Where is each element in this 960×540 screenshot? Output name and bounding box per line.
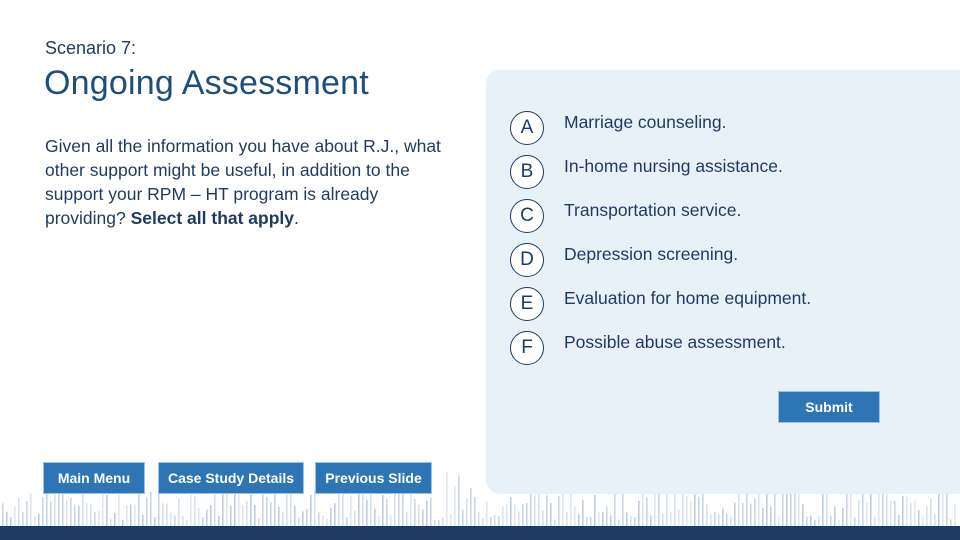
equalizer-bar	[114, 513, 116, 526]
equalizer-bar	[786, 493, 788, 526]
option-label-c[interactable]: Transportation service.	[564, 199, 742, 220]
equalizer-bar	[166, 503, 168, 526]
equalizer-bar	[326, 519, 328, 526]
equalizer-bar	[566, 512, 568, 526]
equalizer-bar	[398, 491, 400, 526]
equalizer-bar	[210, 505, 212, 526]
equalizer-bar	[778, 517, 780, 526]
equalizer-bar	[754, 498, 756, 526]
equalizer-bar	[714, 512, 716, 526]
equalizer-bar	[538, 494, 540, 526]
equalizer-bar	[794, 493, 796, 526]
equalizer-bar	[314, 489, 316, 526]
equalizer-bar	[546, 495, 548, 526]
equalizer-bar	[490, 517, 492, 526]
equalizer-bar	[150, 492, 152, 526]
equalizer-bar	[42, 497, 44, 526]
equalizer-bar	[478, 512, 480, 526]
equalizer-bar	[290, 492, 292, 526]
option-f[interactable]	[510, 330, 786, 366]
equalizer-bar	[286, 489, 288, 526]
equalizer-bar	[926, 506, 928, 526]
equalizer-bar	[518, 511, 520, 526]
equalizer-bar	[574, 506, 576, 526]
equalizer-bar	[90, 505, 92, 526]
equalizer-bar	[358, 490, 360, 526]
equalizer-bar	[242, 505, 244, 526]
equalizer-bar	[634, 517, 636, 526]
equalizer-bar	[874, 517, 876, 526]
question-body: Given all the information you have about R.J., what other support might be useful, in addition to the support your RPM – HT program is already providing?	[45, 136, 441, 228]
equalizer-bar	[526, 503, 528, 526]
equalizer-bar	[762, 508, 764, 526]
equalizer-bar	[918, 510, 920, 526]
equalizer-bar	[190, 495, 192, 526]
equalizer-bar	[162, 503, 164, 526]
equalizer-bar	[386, 499, 388, 526]
equalizer-bar	[706, 504, 708, 526]
equalizer-bar	[742, 503, 744, 526]
equalizer-bar	[154, 517, 156, 526]
equalizer-bar	[266, 497, 268, 526]
equalizer-bar	[854, 518, 856, 526]
equalizer-bar	[110, 519, 112, 526]
equalizer-bar	[582, 500, 584, 526]
equalizer-bar	[498, 516, 500, 526]
equalizer-bar	[466, 499, 468, 526]
equalizer-bar	[934, 514, 936, 526]
equalizer-bar	[206, 510, 208, 526]
equalizer-bar	[514, 504, 516, 526]
equalizer-bar	[246, 501, 248, 526]
submit-button[interactable]: Submit	[778, 391, 880, 423]
option-label-a[interactable]: Marriage counseling.	[564, 111, 727, 132]
equalizer-bar	[170, 512, 172, 526]
equalizer-bar	[70, 498, 72, 526]
equalizer-bar	[846, 490, 848, 526]
equalizer-bar	[422, 509, 424, 526]
equalizer-bar	[2, 503, 4, 526]
equalizer-bar	[278, 507, 280, 526]
equalizer-bar	[374, 509, 376, 526]
equalizer-bar	[30, 493, 32, 526]
equalizer-bar	[86, 503, 88, 526]
option-label-f[interactable]: Possible abuse assessment.	[564, 331, 786, 352]
equalizer-bar	[662, 514, 664, 526]
equalizer-bar	[318, 512, 320, 526]
equalizer-bar	[914, 501, 916, 526]
equalizer-bar	[390, 515, 392, 526]
option-letter-e[interactable]: E	[510, 287, 544, 321]
equalizer-bar	[802, 504, 804, 526]
equalizer-bar	[106, 495, 108, 526]
equalizer-bar	[138, 490, 140, 526]
equalizer-bar	[402, 490, 404, 526]
equalizer-bar	[474, 497, 476, 526]
equalizer-bar	[66, 499, 68, 526]
equalizer-bar	[426, 501, 428, 526]
equalizer-bar	[146, 498, 148, 526]
equalizer-bar	[726, 514, 728, 526]
equalizer-bar	[350, 495, 352, 526]
equalizer-bar	[354, 511, 356, 526]
equalizer-bar	[486, 502, 488, 526]
equalizer-bar	[598, 512, 600, 526]
equalizer-bar	[494, 515, 496, 526]
equalizer-bar	[694, 494, 696, 526]
option-c[interactable]	[510, 198, 741, 234]
equalizer-bar	[930, 499, 932, 526]
equalizer-bar	[834, 506, 836, 526]
equalizer-bar	[542, 510, 544, 526]
equalizer-bar	[678, 509, 680, 526]
equalizer-bar	[470, 488, 472, 526]
equalizer-bar	[178, 499, 180, 526]
equalizer-bar	[510, 497, 512, 526]
equalizer-bar	[258, 518, 260, 526]
equalizer-bar	[826, 494, 828, 526]
equalizer-bar	[458, 476, 460, 526]
equalizer-bar	[558, 496, 560, 526]
equalizer-bar	[878, 488, 880, 526]
equalizer-bar	[698, 497, 700, 526]
option-letter-d[interactable]: D	[510, 243, 544, 277]
equalizer-bar	[450, 514, 452, 526]
equalizer-bar	[522, 504, 524, 526]
equalizer-bar	[890, 500, 892, 526]
option-d[interactable]	[510, 242, 738, 278]
equalizer-bar	[38, 514, 40, 526]
equalizer-bar	[650, 516, 652, 526]
equalizer-bar	[18, 498, 20, 526]
equalizer-bar	[254, 505, 256, 526]
equalizer-bar	[798, 491, 800, 526]
equalizer-bar	[366, 500, 368, 526]
option-a[interactable]	[510, 110, 726, 146]
equalizer-bar	[306, 509, 308, 526]
equalizer-bar	[418, 504, 420, 526]
equalizer-bar	[770, 507, 772, 526]
equalizer-bar	[818, 516, 820, 526]
equalizer-bar	[570, 489, 572, 526]
equalizer-bar	[202, 517, 204, 526]
equalizer-bar	[734, 503, 736, 526]
equalizer-bar	[74, 505, 76, 526]
option-e[interactable]	[510, 286, 811, 322]
equalizer-bar	[502, 506, 504, 526]
equalizer-bar	[606, 507, 608, 526]
equalizer-bar	[174, 515, 176, 526]
option-label-e[interactable]: Evaluation for home equipment.	[564, 287, 812, 308]
equalizer-bar	[610, 515, 612, 526]
equalizer-bar	[686, 496, 688, 526]
equalizer-bar	[142, 515, 144, 526]
equalizer-bar	[790, 489, 792, 526]
equalizer-bar	[334, 503, 336, 526]
equalizer-bar	[578, 514, 580, 526]
equalizer-bar	[302, 511, 304, 526]
equalizer-bar	[870, 494, 872, 526]
option-letter-c[interactable]: C	[510, 199, 544, 233]
equalizer-bar	[710, 515, 712, 526]
previous-slide-button[interactable]: Previous Slide	[315, 462, 432, 494]
equalizer-bar	[10, 517, 12, 526]
equalizer-bar	[830, 516, 832, 526]
equalizer-bar	[58, 492, 60, 526]
equalizer-bar	[746, 489, 748, 526]
equalizer-bar	[454, 486, 456, 526]
equalizer-bar	[50, 501, 52, 526]
equalizer-bar	[14, 506, 16, 526]
equalizer-bar	[362, 493, 364, 526]
equalizer-bar	[406, 512, 408, 526]
equalizer-bar	[550, 503, 552, 526]
equalizer-bar	[94, 512, 96, 526]
equalizer-bar	[954, 504, 956, 526]
equalizer-bar	[666, 493, 668, 526]
equalizer-bar	[806, 517, 808, 526]
equalizer-bar	[22, 512, 24, 526]
equalizer-bar	[26, 501, 28, 526]
equalizer-bar	[214, 489, 216, 526]
equalizer-bar	[906, 496, 908, 526]
equalizer-bar	[866, 503, 868, 526]
equalizer-bar	[886, 494, 888, 526]
option-letter-b[interactable]: B	[510, 155, 544, 189]
equalizer-bar	[78, 506, 80, 526]
equalizer-bar	[62, 490, 64, 526]
equalizer-bar	[822, 489, 824, 526]
equalizer-bar	[194, 496, 196, 526]
equalizer-bar	[118, 495, 120, 526]
equalizer-bar	[442, 517, 444, 526]
equalizer-bar	[230, 506, 232, 526]
equalizer-bar	[310, 495, 312, 526]
main-menu-button[interactable]: Main Menu	[43, 462, 145, 494]
equalizer-bar	[446, 472, 448, 526]
equalizer-bar	[842, 508, 844, 526]
equalizer-bar	[630, 516, 632, 526]
option-b[interactable]	[510, 154, 783, 190]
equalizer-bar	[670, 512, 672, 526]
question-suffix: .	[294, 208, 299, 228]
equalizer-bar	[614, 490, 616, 526]
equalizer-bar	[382, 495, 384, 526]
equalizer-bar	[534, 495, 536, 526]
case-study-details-button[interactable]: Case Study Details	[158, 462, 304, 494]
equalizer-bar	[482, 518, 484, 526]
scenario-label: Scenario 7:	[45, 38, 137, 58]
equalizer-bar	[6, 512, 8, 526]
equalizer-bar	[682, 494, 684, 526]
option-label-b[interactable]: In-home nursing assistance.	[564, 155, 783, 176]
equalizer-bar	[282, 512, 284, 526]
equalizer-bar	[134, 504, 136, 526]
equalizer-bar	[722, 508, 724, 526]
equalizer-bar	[718, 514, 720, 526]
equalizer-bar	[898, 515, 900, 526]
equalizer-bar	[922, 517, 924, 526]
equalizer-bar	[654, 494, 656, 526]
equalizer-bar	[646, 497, 648, 526]
equalizer-bar	[902, 496, 904, 526]
equalizer-bar	[250, 494, 252, 526]
equalizer-bar	[626, 512, 628, 526]
equalizer-bar	[430, 498, 432, 526]
equalizer-bar	[346, 517, 348, 526]
question-emphasis: Select all that apply	[130, 208, 295, 228]
equalizer-bar	[378, 516, 380, 526]
option-letter-a[interactable]: A	[510, 111, 544, 145]
equalizer-bar	[298, 517, 300, 526]
equalizer-bar	[910, 503, 912, 526]
option-letter-f[interactable]: F	[510, 331, 544, 365]
equalizer-bar	[618, 519, 620, 526]
equalizer-bar	[270, 502, 272, 526]
equalizer-bar	[126, 505, 128, 526]
equalizer-bar	[858, 500, 860, 526]
equalizer-bar	[218, 516, 220, 526]
equalizer-bar	[602, 512, 604, 526]
page-title: Ongoing Assessment	[44, 64, 369, 102]
equalizer-bar	[594, 495, 596, 526]
equalizer-bar	[198, 508, 200, 526]
equalizer-bar	[130, 504, 132, 526]
equalizer-bar	[530, 493, 532, 526]
equalizer-bar	[730, 517, 732, 526]
equalizer-bar	[590, 517, 592, 526]
equalizer-bar	[506, 504, 508, 526]
equalizer-bar	[690, 501, 692, 526]
equalizer-bar	[638, 501, 640, 526]
equalizer-bar	[750, 504, 752, 526]
option-label-d[interactable]: Depression screening.	[564, 243, 739, 264]
equalizer-bar	[586, 517, 588, 526]
equalizer-bar	[894, 501, 896, 526]
equalizer-bar	[462, 509, 464, 526]
question-text	[45, 134, 455, 230]
equalizer-bar	[322, 516, 324, 526]
equalizer-bar	[414, 499, 416, 526]
equalizer-bar	[862, 489, 864, 526]
footer-band	[0, 526, 960, 540]
equalizer-bar	[758, 493, 760, 526]
equalizer-bar	[810, 515, 812, 526]
equalizer-bar	[98, 511, 100, 526]
equalizer-bar	[182, 516, 184, 526]
equalizer-bar	[330, 508, 332, 526]
equalizer-bar	[294, 506, 296, 526]
equalizer-bar	[554, 519, 556, 526]
equalizer-bar	[158, 492, 160, 526]
equalizer-bar	[54, 494, 56, 526]
equalizer-bar	[34, 516, 36, 526]
